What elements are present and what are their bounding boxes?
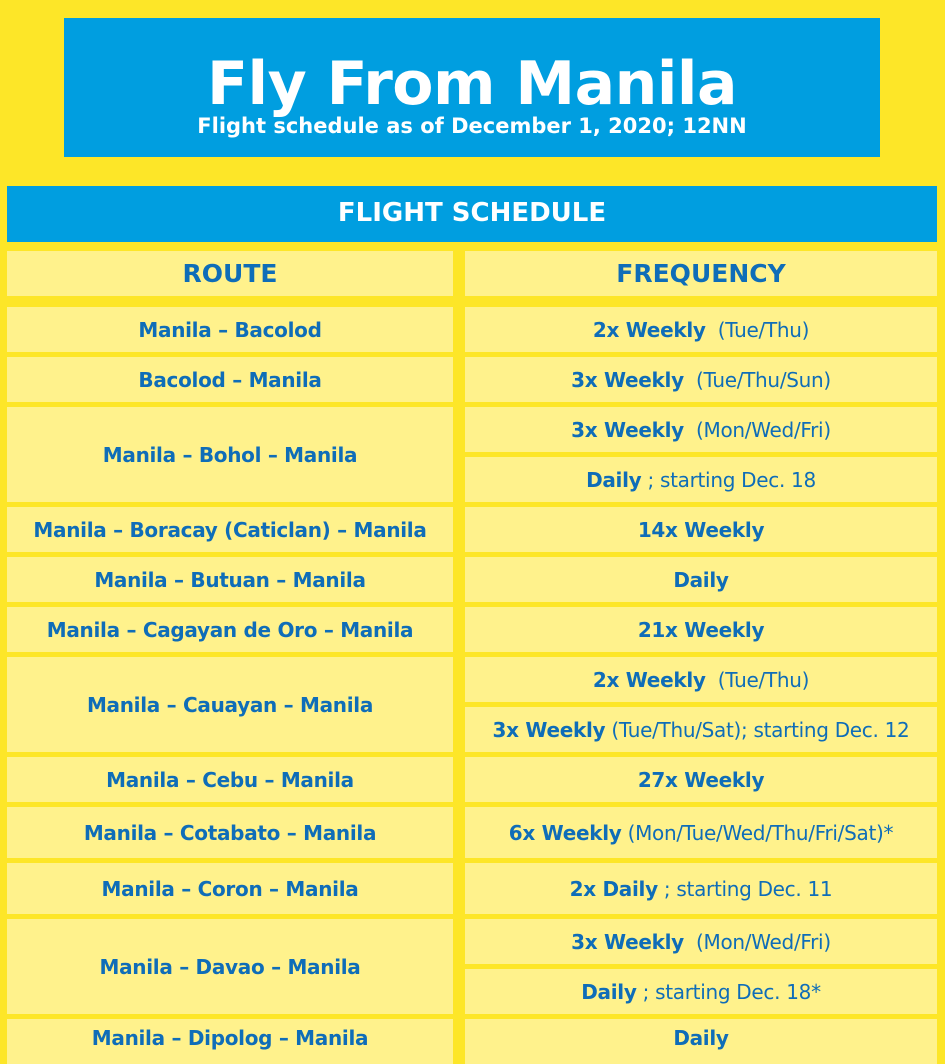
route-cell: Manila – Bacolod [7,307,453,352]
frequency-days: (Tue/Thu) [705,317,810,342]
frequency-cell [465,557,937,602]
frequency-cell [465,407,937,452]
frequency-days: ; starting Dec. 18 [641,467,816,492]
frequency-count: 21x Weekly [637,617,765,642]
route-cell: Manila – Butuan – Manila [7,557,453,602]
route-cell: Manila – Boracay (Caticlan) – Manila [7,507,453,552]
frequency-days: (Tue/Thu/Sun) [683,367,831,392]
frequency-count: 2x Weekly [592,317,706,342]
frequency-days: (Mon/Wed/Fri) [683,929,831,954]
frequency-days: ; starting Dec. 18* [636,979,821,1004]
frequency-cell [465,457,937,502]
frequency-days: (Mon/Tue/Wed/Thu/Fri/Sat)* [621,820,894,845]
frequency-cell [465,757,937,802]
route-cell: Manila – Cotabato – Manila [7,807,453,858]
frequency-cell [465,657,937,702]
route-cell: Bacolod – Manila [7,357,453,402]
frequency-cell [465,357,937,402]
frequency-days: (Mon/Wed/Fri) [683,417,831,442]
route-cell: Manila – Davao – Manila [7,919,453,1014]
frequency-cell [465,807,937,858]
frequency-cell [465,607,937,652]
frequency-count: 2x Daily [569,876,658,901]
frequency-days: (Tue/Thu/Sat); starting Dec. 12 [605,717,910,742]
route-cell: Manila – Cagayan de Oro – Manila [7,607,453,652]
page-title: Fly From Manila [207,49,737,119]
route-cell: Manila – Bohol – Manila [7,407,453,502]
frequency-count: 3x Weekly [571,417,684,442]
frequency-cell [465,863,937,914]
frequency-cell [465,969,937,1014]
frequency-count: 3x Weekly [571,367,684,392]
page-banner [64,18,880,157]
page-subtitle: Flight schedule as of December 1, 2020; 12NN [197,114,747,138]
frequency-cell [465,307,937,352]
frequency-count: Daily [581,979,637,1004]
frequency-cell [465,919,937,964]
frequency-cell [465,507,937,552]
route-cell: Manila – Coron – Manila [7,863,453,914]
schedule-heading: FLIGHT SCHEDULE [7,186,937,242]
column-header-route: ROUTE [7,251,453,296]
frequency-cell [465,707,937,752]
frequency-count: 27x Weekly [637,767,765,792]
frequency-count: 3x Weekly [571,929,684,954]
route-cell: Manila – Cebu – Manila [7,757,453,802]
route-cell: Manila – Cauayan – Manila [7,657,453,752]
frequency-count: 6x Weekly [508,820,622,845]
frequency-count: Daily [673,1026,729,1050]
frequency-days: (Tue/Thu) [705,667,810,692]
frequency-count: Daily [586,467,642,492]
column-header-frequency: FREQUENCY [465,251,937,296]
route-cell: Manila – Dipolog – Manila [7,1019,453,1064]
frequency-days: ; starting Dec. 11 [657,876,833,901]
frequency-count: Daily [673,567,729,592]
frequency-count: 3x Weekly [492,717,606,742]
frequency-count: 14x Weekly [637,517,765,542]
frequency-count: 2x Weekly [592,667,706,692]
